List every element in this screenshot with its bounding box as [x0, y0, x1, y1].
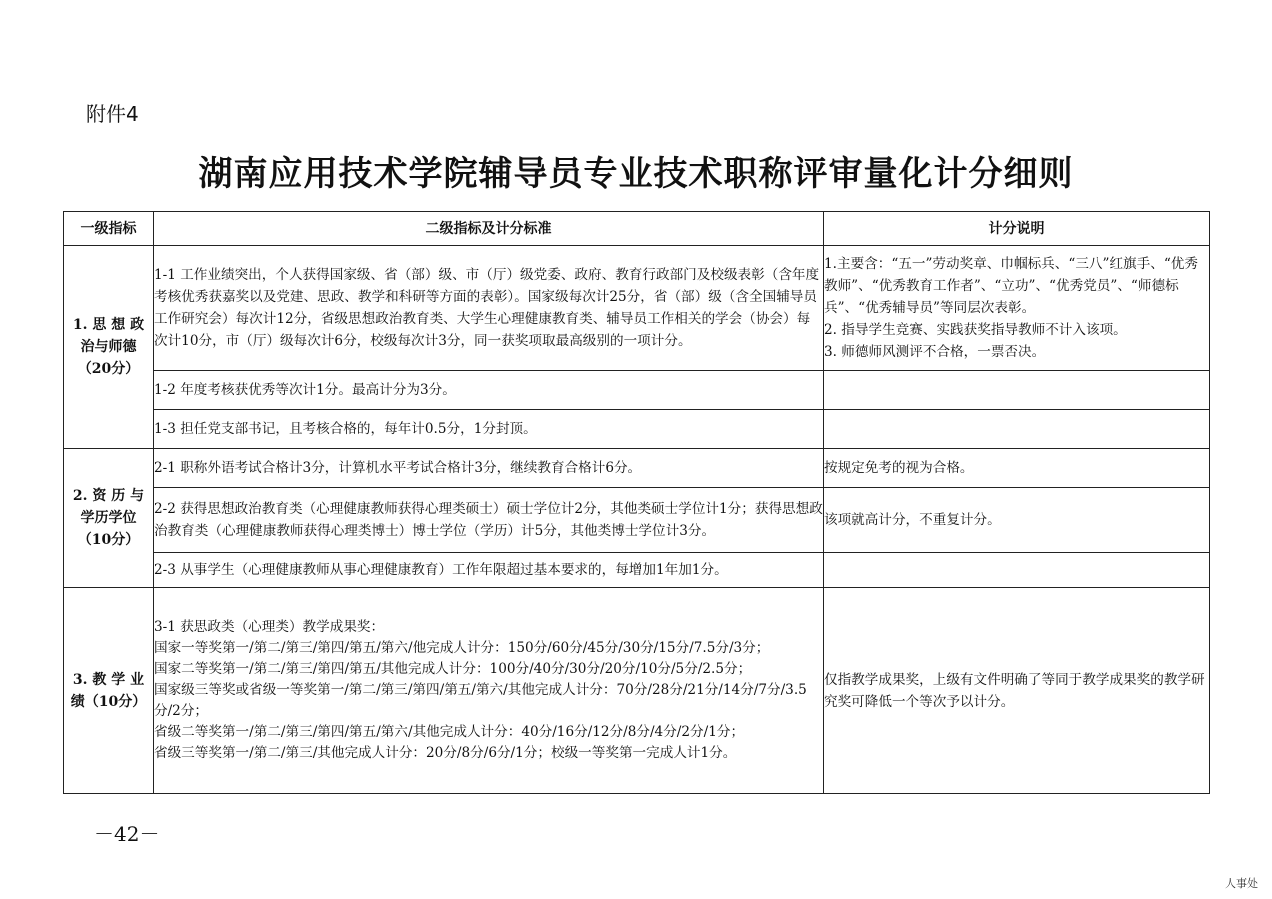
criteria-cell: 1-2 年度考核获优秀等次计1分。最高计分为3分。: [154, 371, 824, 410]
level1-label: 2. 资 历 与 学历学位 （10分）: [72, 488, 145, 548]
criteria-cell: 2-2 获得思想政治教育类（心理健康教师获得心理类硕士）硕士学位计2分，其他类硕士学位计1分；获得思想政治教育类（心理健康教师获得心理类博士）博士学位（学历）计5分，其他类博士学位计3分。: [154, 488, 824, 553]
table-row: [64, 246, 1210, 371]
header-notes: 计分说明: [824, 212, 1210, 246]
document-title: 湖南应用技术学院辅导员专业技术职称评审量化计分细则: [198, 154, 1074, 194]
header-level1: 一级指标: [64, 212, 154, 246]
page-number: －42－: [94, 822, 160, 846]
note-cell: [824, 410, 1210, 449]
attachment-label: 附件4: [86, 102, 139, 126]
watermark-text: 人事处: [1225, 877, 1258, 890]
note-cell: [824, 553, 1210, 588]
header-criteria: 二级指标及计分标准: [154, 212, 824, 246]
note-cell: 仅指教学成果奖，上级有文件明确了等同于教学成果奖的教学研究奖可降低一个等次予以计分。: [824, 588, 1210, 794]
table-row: [64, 371, 1210, 410]
criteria-cell: 1-3 担任党支部书记，且考核合格的，每年计0.5分，1分封顶。: [154, 410, 824, 449]
table-header-row: [64, 212, 1210, 246]
table-row: [64, 449, 1210, 488]
level1-cell: [64, 246, 154, 449]
criteria-cell: 3-1 获思政类（心理类）教学成果奖： 国家一等奖第一/第二/第三/第四/第五/第六/他完成人计分：150分/60分/45分/30分/15分/7.5分/3分； 国家二等奖第一/第二/第三/第四/第五/其他完成人计分：100分/40分/30分/20分/10分/5分/2.5分； 国家级三等奖或省级一等奖第一/第二/第三/第四/第五/第六/其他完成人计分：70分/28分/21分/14分/7分/3.5分/2分； 省级二等奖第一/第二/第三/第四/第五/第六/其他完成人计分：40分/16分/12分/8分/4分/2分/1分； 省级三等奖第一/第二/第三/其他完成人计分：20分/8分/6分/1分；校级一等奖第一完成人计1分。: [154, 588, 824, 794]
table-row: [64, 488, 1210, 553]
note-cell: 按规定免考的视为合格。: [824, 449, 1210, 488]
note-cell: 该项就高计分，不重复计分。: [824, 488, 1210, 553]
table-row: [64, 410, 1210, 449]
table-row: [64, 588, 1210, 794]
criteria-cell: 2-3 从事学生（心理健康教师从事心理健康教育）工作年限超过基本要求的，每增加1年加1分。: [154, 553, 824, 588]
level1-label: 3. 教 学 业 绩（10分）: [70, 671, 147, 710]
criteria-cell: 1-1 工作业绩突出，个人获得国家级、省（部）级、市（厅）级党委、政府、教育行政部门及校级表彰（含年度考核优秀获嘉奖以及党建、思政、教学和科研等方面的表彰）。国家级每次计25分，省（部）级（含全国辅导员工作研究会）每次计12分，省级思想政治教育类、大学生心理健康教育类、辅导员工作相关的学会（协会）每次计10分，市（厅）级每次计6分，校级每次计3分，同一获奖项取最高级别的一项计分。: [154, 246, 824, 371]
scoring-table: [63, 211, 1210, 794]
criteria-cell: 2-1 职称外语考试合格计3分，计算机水平考试合格计3分，继续教育合格计6分。: [154, 449, 824, 488]
level1-label: 1. 思 想 政 治与师德 （20分）: [72, 317, 145, 377]
level1-cell: [64, 449, 154, 588]
table-row: [64, 553, 1210, 588]
level1-cell: [64, 588, 154, 794]
note-cell: [824, 371, 1210, 410]
note-cell: 1.主要含：“五一”劳动奖章、巾帼标兵、“三八”红旗手、“优秀教师”、“优秀教育工作者”、“立功”、“优秀党员”、“师德标兵”、“优秀辅导员”等同层次表彰。 2. 指导学生竞赛、实践获奖指导教师不计入该项。 3. 师德师风测评不合格，一票否决。: [824, 246, 1210, 371]
